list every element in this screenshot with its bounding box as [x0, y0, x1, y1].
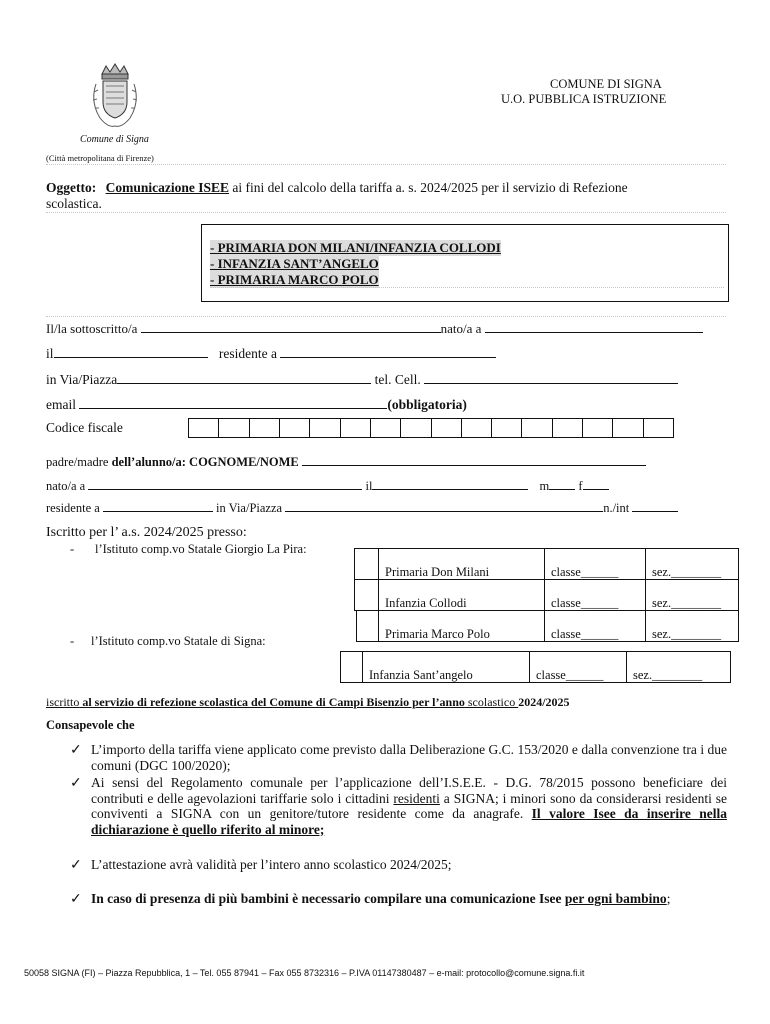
- institute-2-label: l’Istituto comp.vo Statale di Signa:: [91, 634, 266, 648]
- tax-code-label: Codice fiscale: [46, 420, 123, 435]
- divider: [46, 316, 726, 317]
- born-in-label: nato/a a: [440, 321, 482, 336]
- born-in-field[interactable]: [485, 320, 703, 333]
- school-checkbox[interactable]: [355, 580, 379, 610]
- pupil-residence-label: residente a: [46, 501, 100, 515]
- birth-date-label: il: [46, 346, 54, 361]
- email-field[interactable]: [79, 396, 387, 409]
- class-field[interactable]: classe______: [551, 565, 619, 579]
- form-row-email: [46, 396, 467, 413]
- school-row-collodi: [354, 579, 739, 611]
- school-row-marco-polo: [356, 610, 739, 642]
- service-line: [46, 695, 570, 710]
- check-icon: ✓: [70, 892, 82, 907]
- phone-field[interactable]: [424, 371, 678, 384]
- female-field[interactable]: [583, 477, 609, 490]
- institute-2-dash: -: [70, 634, 75, 648]
- bullet-validity: L’attestazione avrà validità per l’intero anno scolastico 2024/2025;: [91, 857, 452, 872]
- female-label: f: [578, 479, 583, 493]
- section-field[interactable]: sez.________: [652, 596, 722, 610]
- residence-field[interactable]: [280, 345, 496, 358]
- school-checkbox[interactable]: [357, 611, 379, 641]
- street-field[interactable]: [117, 371, 371, 384]
- check-icon: ✓: [70, 858, 82, 873]
- subject-line: [46, 180, 628, 196]
- municipal-crest: [88, 62, 142, 134]
- residence-label: residente a: [218, 346, 277, 361]
- pupil-name-field[interactable]: [302, 453, 646, 466]
- school-name: Primaria Don Milani: [385, 565, 490, 579]
- school-checkbox[interactable]: [355, 549, 379, 579]
- form-row-birth: [46, 345, 496, 362]
- residents-word: residenti: [393, 790, 440, 806]
- institute-1-label: l’Istituto comp.vo Statale Giorgio La Pira:: [95, 542, 307, 556]
- class-field[interactable]: classe______: [551, 627, 619, 641]
- form-row-pupil-residence: [46, 499, 678, 516]
- surname-name-label: COGNOME/NOME: [189, 455, 299, 469]
- metropolitan-subcaption: (Città metropolitana di Firenze): [46, 153, 154, 163]
- pupil-date-field[interactable]: [372, 477, 528, 490]
- section-field[interactable]: sez.________: [633, 668, 703, 682]
- pupil-street-field[interactable]: [285, 499, 603, 512]
- aware-heading: Consapevole che: [46, 718, 135, 732]
- school-row-don-milani: [354, 548, 739, 580]
- banner-school-3: - PRIMARIA MARCO POLO: [210, 272, 379, 287]
- form-row-street: [46, 371, 678, 388]
- enrolled-heading: Iscritto per l’ a.s. 2024/2025 presso:: [46, 525, 247, 540]
- section-field[interactable]: sez.________: [652, 627, 722, 641]
- check-icon: ✓: [70, 743, 82, 758]
- school-name: Infanzia Collodi: [385, 596, 467, 610]
- office-subtitle: U.O. PUBBLICA ISTRUZIONE: [501, 92, 667, 106]
- male-label: m: [539, 479, 550, 493]
- service-enrolled: iscritto: [46, 695, 80, 709]
- house-number-field[interactable]: [632, 499, 678, 512]
- pupil-date-label: il: [365, 479, 373, 493]
- male-field[interactable]: [549, 477, 575, 490]
- form-row-undersigned: [46, 320, 703, 337]
- bullet-multiple-children: [91, 891, 727, 907]
- school-name: Primaria Marco Polo: [385, 627, 490, 641]
- banner-school-1: - PRIMARIA DON MILANI/INFANZIA COLLODI: [210, 240, 501, 255]
- subject-label: Oggetto:: [46, 180, 97, 195]
- office-title: COMUNE DI SIGNA: [550, 77, 662, 91]
- form-row-parent: [46, 453, 646, 470]
- service-description: al servizio di refezione scolastica del Comune di Campi Bisenzio per l’anno: [79, 695, 465, 709]
- form-row-pupil-birth: [46, 477, 609, 494]
- school-name: Infanzia Sant’angelo: [369, 668, 473, 682]
- birth-date-field[interactable]: [54, 345, 208, 358]
- school-checkbox[interactable]: [341, 652, 363, 682]
- parent-label: padre/madre: [46, 455, 109, 469]
- class-field[interactable]: classe______: [551, 596, 619, 610]
- house-number-label: n./int: [603, 501, 630, 515]
- pupil-label: dell’alunno/a:: [111, 455, 186, 469]
- bullet-residence: [91, 775, 727, 837]
- service-year: 2024/2025: [518, 695, 570, 709]
- subject-text-cont: scolastica.: [46, 196, 102, 211]
- banner-school-2: - INFANZIA SANT’ANGELO: [210, 256, 379, 271]
- divider: [46, 164, 726, 165]
- school-row-sant-angelo: [340, 651, 731, 683]
- isee-minor-note: Il valore Isee da inserire nella dichiarazione è quello riferito al minore;: [91, 806, 727, 837]
- mandatory-note: (obbligatoria): [387, 397, 467, 412]
- subject-text: ai fini del calcolo della tariffa a. s. 2024/2025 per il servizio di Refezione: [229, 180, 628, 195]
- service-year-label: scolastico: [464, 695, 519, 709]
- subject-title: Comunicazione ISEE: [105, 180, 230, 195]
- email-label: email: [46, 397, 76, 412]
- bullet-residence-text: Ai sensi del Regolamento comunale per l’applicazione dell’I.S.E.E. - D.G. 78/2015 possono beneficiare dei contributi e delle agevolazioni tariffarie solo i cittadini: [91, 775, 727, 806]
- pupil-residence-field[interactable]: [103, 499, 213, 512]
- bullet-multiple-text: In caso di presenza di più bambini è necessario compilare una comunicazione Isee: [91, 891, 565, 906]
- tax-code-field[interactable]: [188, 418, 674, 438]
- street-label: in Via/Piazza: [46, 372, 118, 387]
- crest-icon: [88, 62, 142, 134]
- bullet-residence-text-2: a SIGNA; i minori sono da considerarsi residenti se conviventi a SIGNA con un genitore/tutore residente come da anagrafe.: [91, 790, 727, 821]
- logo-caption: Comune di Signa: [80, 134, 149, 145]
- undersigned-field[interactable]: [141, 320, 441, 333]
- pupil-street-label: in Via/Piazza: [216, 501, 283, 515]
- institute-1-dash: -: [70, 542, 75, 556]
- undersigned-label: Il/la sottoscritto/a: [46, 321, 138, 336]
- pupil-born-label: nato/a a: [46, 479, 86, 493]
- class-field[interactable]: classe______: [536, 668, 604, 682]
- pupil-born-field[interactable]: [88, 477, 362, 490]
- bullet-end: ;: [666, 891, 671, 906]
- section-field[interactable]: sez.________: [652, 565, 722, 579]
- phone-label: tel. Cell.: [374, 372, 421, 387]
- divider: [46, 212, 726, 213]
- bullet-tariff: L’importo della tariffa viene applicato come previsto dalla Deliberazione G.C. 153/2020 e dalla convenzione tra i due comuni (DGC 100/2020);: [91, 742, 727, 773]
- check-icon: ✓: [70, 776, 82, 791]
- per-child-phrase: per ogni bambino: [564, 891, 667, 906]
- footer-contact: 50058 SIGNA (FI) – Piazza Repubblica, 1 – Tel. 055 87941 – Fax 055 8732316 – P.IVA 01147380487 – e-mail: protocollo@comune.signa.fi.it: [24, 968, 585, 978]
- schools-banner: [201, 224, 729, 302]
